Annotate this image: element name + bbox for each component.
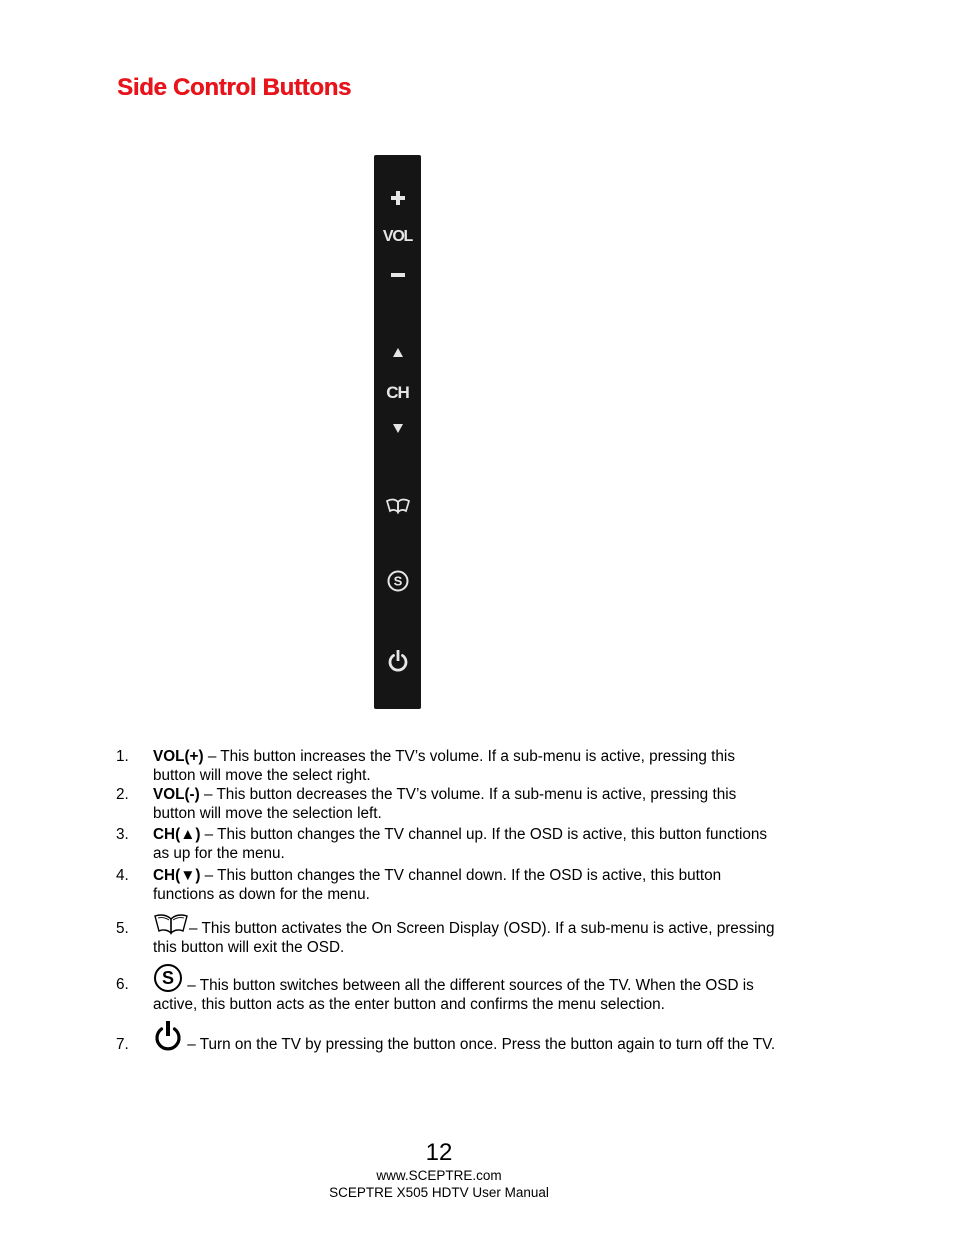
ch-label: CH: [386, 383, 409, 402]
manual-name: SCEPTRE X505 HDTV User Manual: [329, 1185, 549, 1200]
side-control-panel: [374, 155, 421, 709]
power-icon: [153, 1020, 183, 1052]
list-number: 1.: [116, 748, 129, 765]
list-number: 4.: [116, 867, 129, 884]
website-link: www.SCEPTRE.com: [376, 1168, 502, 1183]
power-button[interactable]: [374, 648, 421, 674]
source-button[interactable]: [374, 569, 421, 593]
description: – This button changes the TV channel down. If the OSD is active, this button functions as down for the menu.: [153, 867, 722, 903]
ch-down-button[interactable]: [374, 421, 421, 435]
list-item: [116, 1020, 776, 1054]
list-item: [116, 910, 776, 957]
description: – Turn on the TV by pressing the button once. Press the button again to turn off the TV.: [183, 1036, 776, 1053]
term: VOL(-): [153, 786, 200, 803]
power-icon: [387, 649, 409, 673]
list-item: [116, 785, 776, 823]
book-icon: [153, 910, 189, 936]
page-number: 12: [425, 1139, 453, 1166]
description: – This button activates the On Screen Display (OSD). If a sub-menu is active, pressing this button will exit the OSD.: [153, 920, 775, 956]
minus-icon: [391, 273, 405, 278]
vol-label: VOL: [382, 228, 413, 245]
description: – This button switches between all the different sources of the TV. When the OSD is active, this button acts as the enter button and confirms the menu selection.: [153, 977, 754, 1013]
svg-text:S: S: [393, 573, 402, 589]
page-title: Side Control Buttons: [117, 74, 351, 101]
ch-up-button[interactable]: [374, 345, 421, 359]
list-item: [116, 963, 776, 1014]
source-s-icon: [153, 963, 183, 993]
svg-text:S: S: [161, 968, 175, 988]
list-item: [116, 866, 776, 904]
list-number: 3.: [116, 826, 129, 843]
list-item: [116, 747, 776, 785]
menu-button[interactable]: [374, 496, 421, 516]
plus-icon: [391, 191, 405, 205]
term: VOL(+): [153, 748, 204, 765]
term: CH(▲): [153, 826, 201, 843]
list-item: [116, 825, 776, 863]
description: – This button decreases the TV’s volume. If a sub-menu is active, pressing this button will move the selection left.: [153, 786, 737, 822]
book-icon: [386, 498, 410, 514]
description: – This button increases the TV’s volume. If a sub-menu is active, pressing this button will move the select right.: [153, 748, 735, 784]
list-number: 7.: [116, 1036, 129, 1053]
triangle-down-icon: [393, 424, 403, 433]
vol-minus-button[interactable]: [374, 265, 421, 285]
list-number: 5.: [116, 920, 129, 937]
source-s-icon: [387, 570, 409, 592]
description: – This button changes the TV channel up. If the OSD is active, this button functions as up for the menu.: [153, 826, 768, 862]
term: CH(▼): [153, 867, 201, 884]
control-descriptions: [116, 747, 776, 1054]
list-number: 2.: [116, 786, 129, 803]
vol-plus-button[interactable]: [374, 187, 421, 209]
list-number: 6.: [116, 976, 129, 993]
triangle-up-icon: [393, 348, 403, 357]
